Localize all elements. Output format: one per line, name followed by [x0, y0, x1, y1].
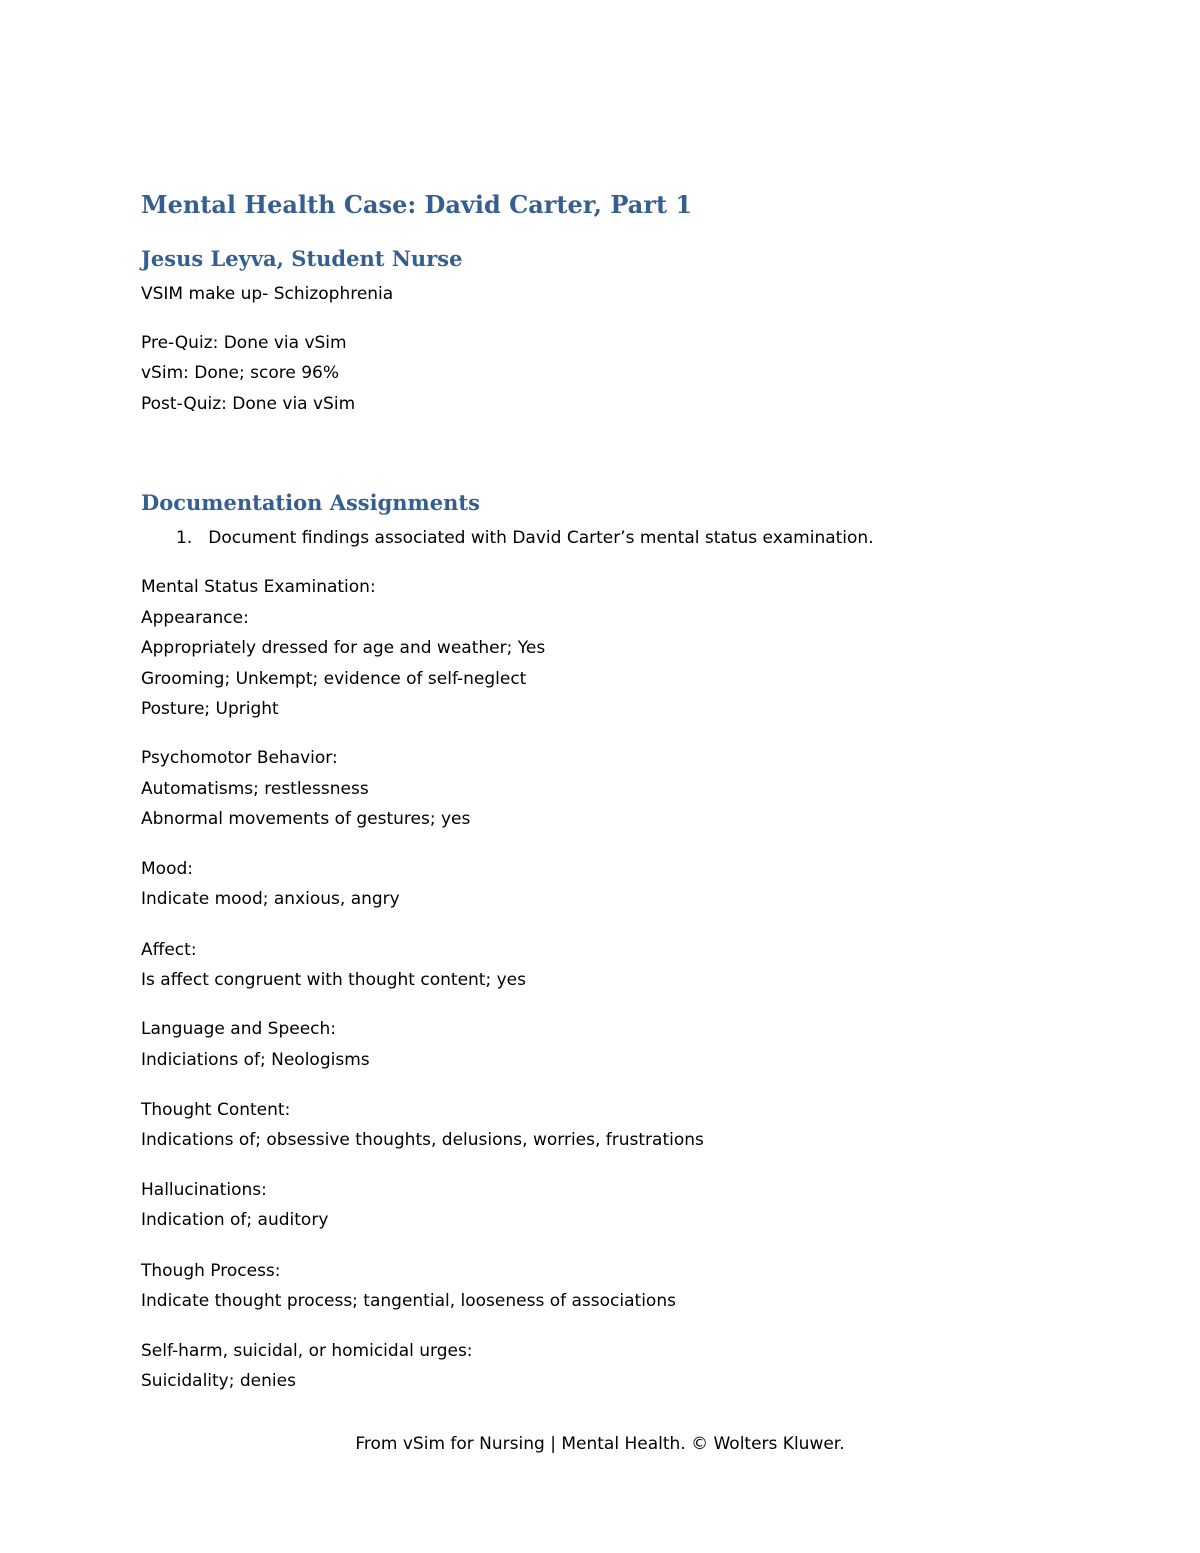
psychomotor-movements: Abnormal movements of gestures; yes	[141, 809, 471, 829]
affect-label: Affect:	[141, 940, 197, 960]
psychomotor-automatisms: Automatisms; restlessness	[141, 779, 369, 799]
pre-quiz-status: Pre-Quiz: Done via vSim	[141, 333, 347, 353]
appearance-dress: Appropriately dressed for age and weather; Yes	[141, 638, 546, 658]
vsim-status: vSim: Done; score 96%	[141, 363, 339, 383]
list-item	[176, 527, 874, 549]
language-label: Language and Speech:	[141, 1019, 337, 1039]
thought-content-value: Indications of; obsessive thoughts, delusions, worries, frustrations	[141, 1130, 704, 1150]
appearance-posture: Posture; Upright	[141, 699, 279, 719]
documentation-heading: Documentation Assignments	[141, 490, 480, 515]
mse-title: Mental Status Examination:	[141, 577, 376, 597]
list-item-text: Document findings associated with David Carter’s mental status examination.	[208, 528, 874, 548]
self-harm-value: Suicidality; denies	[141, 1371, 296, 1391]
hallucinations-label: Hallucinations:	[141, 1180, 267, 1200]
hallucinations-value: Indication of; auditory	[141, 1210, 329, 1230]
post-quiz-status: Post-Quiz: Done via vSim	[141, 394, 356, 414]
self-harm-label: Self-harm, suicidal, or homicidal urges:	[141, 1341, 473, 1361]
thought-process-label: Though Process:	[141, 1261, 281, 1281]
thought-content-label: Thought Content:	[141, 1100, 291, 1120]
appearance-label: Appearance:	[141, 608, 249, 628]
appearance-grooming: Grooming; Unkempt; evidence of self-neglect	[141, 669, 527, 689]
mood-value: Indicate mood; anxious, angry	[141, 889, 400, 909]
document-title: Mental Health Case: David Carter, Part 1	[141, 190, 693, 219]
psychomotor-label: Psychomotor Behavior:	[141, 748, 338, 768]
author-heading: Jesus Leyva, Student Nurse	[141, 246, 463, 271]
list-item-number: 1.	[176, 528, 193, 548]
language-value: Indiciations of; Neologisms	[141, 1050, 370, 1070]
page-footer: From vSim for Nursing | Mental Health. © Wolters Kluwer.	[355, 1434, 845, 1454]
mood-label: Mood:	[141, 859, 193, 879]
affect-value: Is affect congruent with thought content; yes	[141, 970, 526, 990]
thought-process-value: Indicate thought process; tangential, looseness of associations	[141, 1291, 676, 1311]
subtitle-text: VSIM make up- Schizophrenia	[141, 284, 394, 304]
